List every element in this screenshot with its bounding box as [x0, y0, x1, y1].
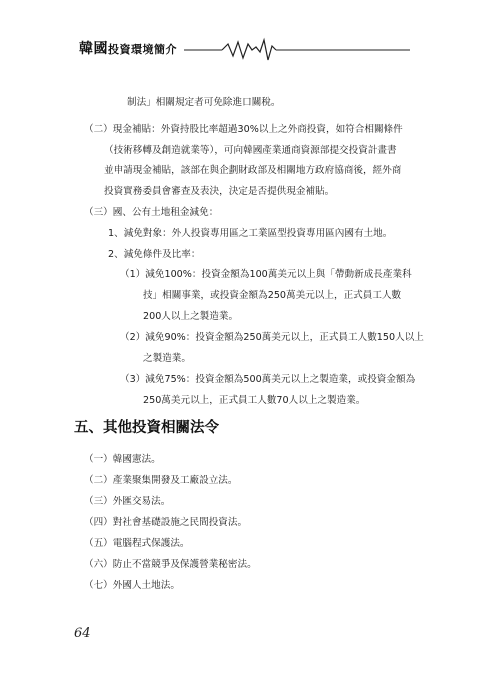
list-item: （七）外國人土地法。	[84, 580, 180, 591]
text-line: 並申請現金補貼，該部在與企劃財政部及相關地方政府協商後，經外商	[104, 165, 402, 176]
text-line: 250萬美元以上，正式員工人數70人以上之製造業。	[143, 395, 366, 406]
list-item: （六）防止不當競爭及保護營業秘密法。	[84, 559, 257, 570]
header-title	[79, 38, 177, 58]
list-item: （四）對社會基礎設施之民間投資法。	[84, 517, 248, 528]
text-line: 1、減免對象：外人投資專用區之工業區型投資專用區內國有土地。	[108, 228, 393, 239]
header-title-sub: 投資環境簡介	[108, 43, 177, 56]
running-header	[0, 0, 480, 70]
header-title-main: 韓國	[79, 41, 108, 57]
header-wave-line	[0, 0, 480, 70]
text-line: （二）現金補貼：外資持股比率超過30%以上之外商投資，如符合相關條件	[84, 124, 403, 135]
list-item: （一）韓國憲法。	[84, 454, 161, 465]
list-item: （二）產業聚集開發及工廠設立法。	[84, 475, 238, 486]
text-line: （三）國、公有土地租金減免：	[84, 207, 219, 218]
text-line: 2、減免條件及比率：	[108, 249, 201, 260]
list-item: （五）電腦程式保護法。	[84, 538, 190, 549]
text-line: 技」相關事業，或投資金額為250萬美元以上，正式員工人數	[143, 290, 402, 301]
text-line: 制法」相關規定者可免除進口關稅。	[127, 97, 281, 108]
text-line: （2）減免90%：投資金額為250萬美元以上，正式員工人數150人以上	[120, 332, 424, 343]
text-line: 投資實務委員會審查及表決，決定是否提供現金補貼。	[104, 186, 335, 197]
section-heading: 五、其他投資相關法令	[74, 419, 219, 436]
text-line: （技術移轉及創造就業等），可向韓國產業通商資源部提交投資計畫書	[104, 145, 397, 156]
page-number: 64	[74, 626, 91, 641]
text-line: 200人以上之製造業。	[143, 311, 239, 322]
text-line: 之製造業。	[143, 353, 191, 364]
text-line: （3）減免75%：投資金額為500萬美元以上之製造業，或投資金額為	[120, 374, 416, 385]
text-line: （1）減免100%：投資金額為100萬美元以上與「帶動新成長產業科	[120, 269, 412, 280]
list-item: （三）外匯交易法。	[84, 496, 171, 507]
